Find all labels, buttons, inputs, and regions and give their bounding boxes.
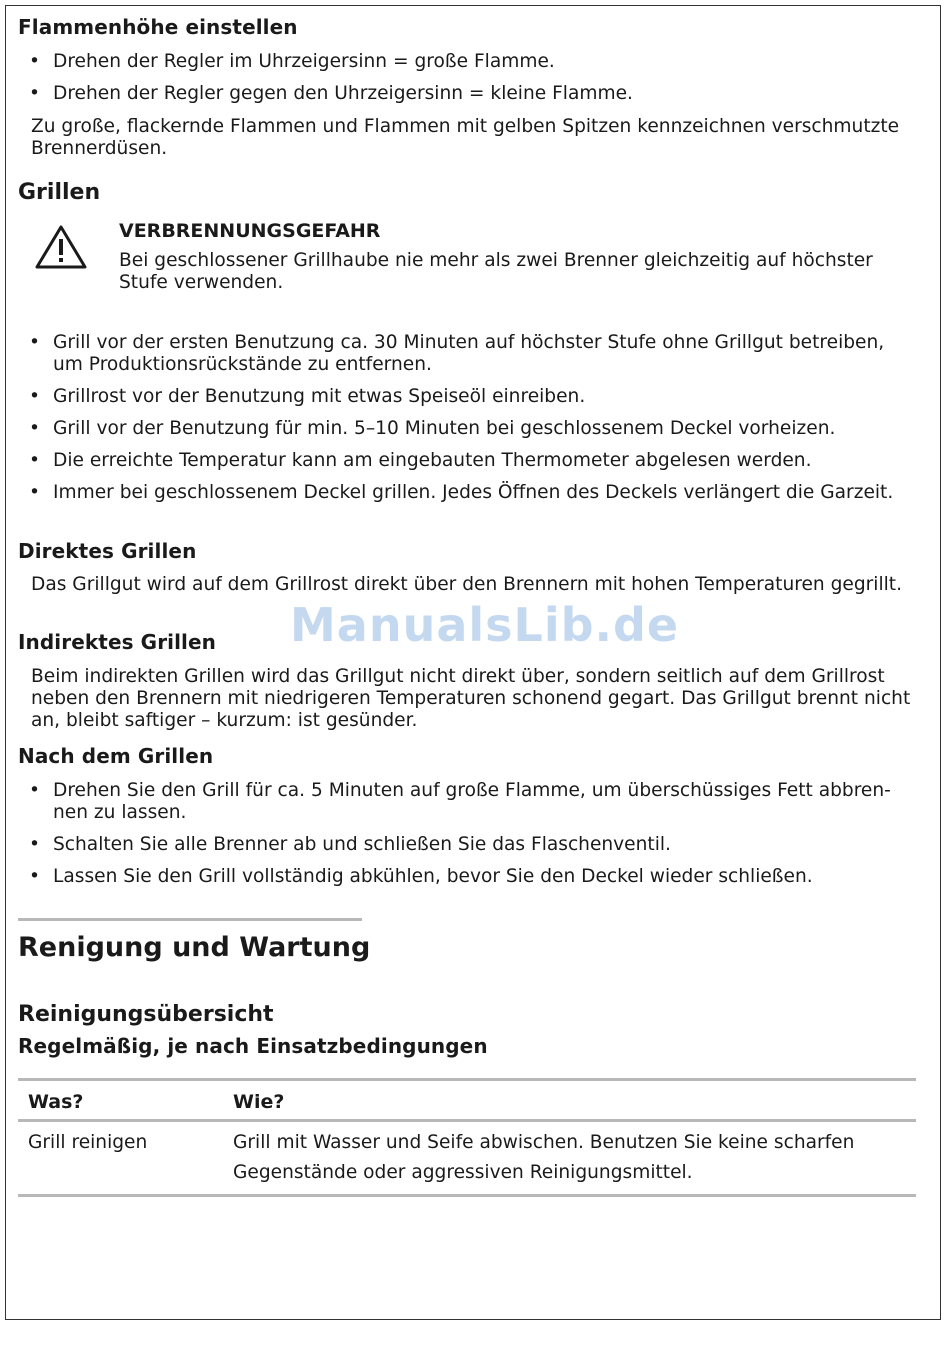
after-grilling-bullet-list (18, 780, 918, 888)
list-item: • Grill vor der Benutzung für min. 5–10 Minuten bei geschlossenem Deckel vorheizen. (18, 418, 918, 440)
cleaning-table (18, 1078, 916, 1197)
table-header-row (18, 1080, 916, 1121)
table-row (18, 1121, 916, 1196)
warning-title: VERBRENNUNGSGEFAHR (119, 220, 381, 242)
direct-grilling-text: Das Grillgut wird auf dem Grillrost direkt über den Brennern mit hohen Temperaturen gegrillt. (31, 574, 903, 595)
list-item: • Grillrost vor der Benutzung mit etwas Speiseöl einreiben. (18, 386, 918, 408)
warning-triangle-icon (34, 224, 88, 270)
flame-heading: Flammenhöhe einstellen (18, 15, 298, 39)
section-divider (18, 918, 362, 921)
grill-heading: Grillen (18, 180, 101, 205)
table-header-how: Wie? (223, 1080, 916, 1121)
cleaning-overview-heading: Reinigungsübersicht (18, 1002, 274, 1027)
list-item: • Schalten Sie alle Brenner ab und schließen Sie das Flaschenventil. (18, 834, 918, 856)
table-cell: Grill reinigen (18, 1121, 223, 1196)
list-item: • Grill vor der ersten Benutzung ca. 30 Minuten auf höchster Stufe ohne Grillgut betreiben, um Produktionsrückstände zu entfernen. (18, 332, 918, 376)
flame-bullet-list (18, 51, 918, 105)
warning-text: Bei geschlossener Grillhaube nie mehr als zwei Brenner gleichzeitig auf höchster Stufe verwenden. (119, 250, 873, 293)
table-cell: Grill mit Wasser und Seife abwischen. Benutzen Sie keine scharfen Gegenstände oder aggressiven Reinigungsmittel. (223, 1121, 916, 1196)
indirect-grilling-text: Beim indirekten Grillen wird das Grillgut nicht direkt über, sondern seitlich auf dem Grillrost neben den Brennern mit niedrigeren Temperaturen schonend gegart. Das Grillgut brennt nicht an, bleibt saftiger – kurzum: ist gesünder. (31, 666, 911, 731)
list-item: • Die erreichte Temperatur kann am eingebauten Thermometer abgelesen werden. (18, 450, 918, 472)
indirect-grilling-heading: Indirektes Grillen (18, 630, 217, 654)
list-item: • Drehen der Regler gegen den Uhrzeigersinn = kleine Flamme. (18, 83, 918, 105)
list-item: • Drehen der Regler im Uhrzeigersinn = große Flamme. (18, 51, 918, 73)
direct-grilling-heading: Direktes Grillen (18, 539, 197, 563)
cleaning-schedule-heading: Regelmäßig, je nach Einsatzbedingungen (18, 1034, 488, 1058)
list-item: • Immer bei geschlossenem Deckel grillen. Jedes Öffnen des Deckels verlängert die Garzeit. (18, 482, 918, 504)
table-header-what: Was? (18, 1080, 223, 1121)
flame-note: Zu große, flackernde Flammen und Flammen mit gelben Spitzen kennzeichnen verschmutzte Brennerdüsen. (31, 116, 900, 159)
grill-bullet-list (18, 332, 918, 504)
list-item: • Drehen Sie den Grill für ca. 5 Minuten auf große Flamme, um überschüssiges Fett abbrennen zu lassen. (18, 780, 918, 824)
after-grilling-heading: Nach dem Grillen (18, 744, 214, 768)
watermark: ManualsLib.de (290, 598, 680, 652)
cleaning-heading: Renigung und Wartung (18, 932, 371, 963)
list-item: • Lassen Sie den Grill vollständig abkühlen, bevor Sie den Deckel wieder schließen. (18, 866, 918, 888)
